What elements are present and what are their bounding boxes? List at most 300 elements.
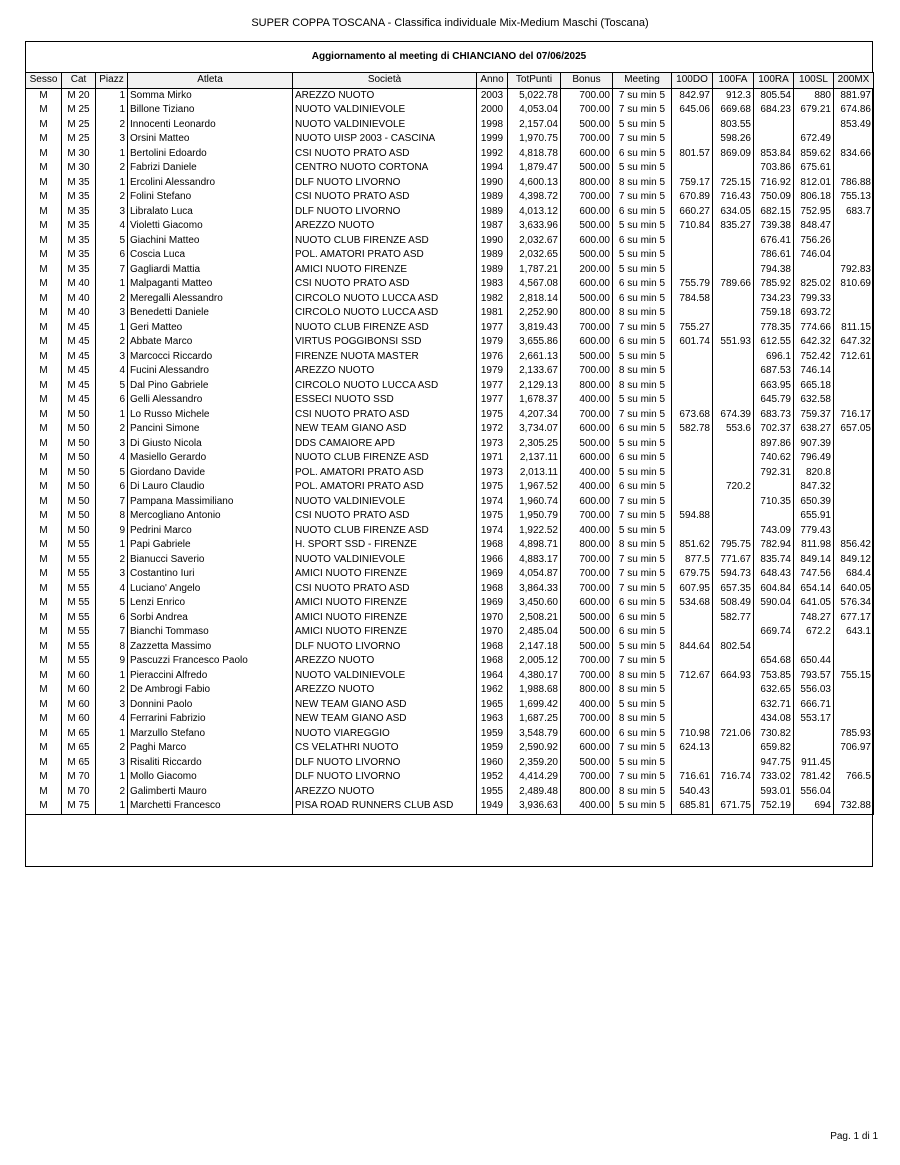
cell-bonus: 600.00 bbox=[561, 422, 613, 437]
cell-200mx: 640.05 bbox=[834, 582, 874, 597]
cell-bonus: 700.00 bbox=[561, 408, 613, 423]
cell-100do: 755.79 bbox=[672, 277, 713, 292]
cell-200mx bbox=[834, 698, 874, 713]
cell-100do bbox=[672, 118, 713, 133]
cell-anno: 1968 bbox=[477, 582, 508, 597]
cell-100sl: 811.98 bbox=[794, 538, 834, 553]
cell-anno: 1979 bbox=[477, 364, 508, 379]
cell-societa: CIRCOLO NUOTO LUCCA ASD bbox=[293, 292, 477, 307]
cell-100fa: 551.93 bbox=[713, 335, 754, 350]
cell-meeting: 7 su min 5 bbox=[613, 190, 672, 205]
cell-meeting: 6 su min 5 bbox=[613, 422, 672, 437]
table-row bbox=[26, 770, 874, 785]
cell-100sl: 655.91 bbox=[794, 509, 834, 524]
cell-societa: CIRCOLO NUOTO LUCCA ASD bbox=[293, 379, 477, 394]
cell-piazz: 5 bbox=[96, 379, 128, 394]
cell-200mx bbox=[834, 292, 874, 307]
table-row bbox=[26, 248, 874, 263]
cell-100sl: 666.71 bbox=[794, 698, 834, 713]
cell-bonus: 600.00 bbox=[561, 451, 613, 466]
cell-bonus: 600.00 bbox=[561, 596, 613, 611]
cell-bonus: 400.00 bbox=[561, 480, 613, 495]
cell-piazz: 5 bbox=[96, 234, 128, 249]
cell-100do bbox=[672, 263, 713, 278]
cell-100ra: 593.01 bbox=[754, 785, 794, 800]
cell-piazz: 2 bbox=[96, 161, 128, 176]
cell-cat: M 55 bbox=[62, 567, 96, 582]
table-row bbox=[26, 466, 874, 481]
cell-100ra: 659.82 bbox=[754, 741, 794, 756]
cell-100sl: 642.32 bbox=[794, 335, 834, 350]
cell-100sl: 849.14 bbox=[794, 553, 834, 568]
cell-atleta: Dal Pino Gabriele bbox=[128, 379, 293, 394]
cell-100fa bbox=[713, 683, 754, 698]
table-row bbox=[26, 698, 874, 713]
cell-atleta: Marzullo Stefano bbox=[128, 727, 293, 742]
cell-cat: M 30 bbox=[62, 161, 96, 176]
cell-atleta: Gagliardi Mattia bbox=[128, 263, 293, 278]
cell-100do bbox=[672, 611, 713, 626]
cell-anno: 2000 bbox=[477, 103, 508, 118]
column-header-piazz: Piazz bbox=[96, 73, 128, 89]
cell-totpunti: 2,818.14 bbox=[508, 292, 561, 307]
cell-cat: M 55 bbox=[62, 654, 96, 669]
cell-200mx bbox=[834, 132, 874, 147]
cell-100sl: 650.44 bbox=[794, 654, 834, 669]
cell-piazz: 1 bbox=[96, 770, 128, 785]
table-row bbox=[26, 596, 874, 611]
cell-atleta: Libralato Luca bbox=[128, 205, 293, 220]
cell-piazz: 5 bbox=[96, 596, 128, 611]
cell-100sl: 779.43 bbox=[794, 524, 834, 539]
cell-200mx: 792.83 bbox=[834, 263, 874, 278]
cell-100do bbox=[672, 466, 713, 481]
cell-meeting: 8 su min 5 bbox=[613, 364, 672, 379]
cell-100fa: 674.39 bbox=[713, 408, 754, 423]
cell-100ra: 750.09 bbox=[754, 190, 794, 205]
cell-anno: 1977 bbox=[477, 379, 508, 394]
table-row bbox=[26, 495, 874, 510]
cell-100ra: 853.84 bbox=[754, 147, 794, 162]
cell-100ra: 734.23 bbox=[754, 292, 794, 307]
column-header-anno: Anno bbox=[477, 73, 508, 89]
cell-100ra: 897.86 bbox=[754, 437, 794, 452]
cell-sesso: M bbox=[26, 698, 62, 713]
cell-societa: AMICI NUOTO FIRENZE bbox=[293, 611, 477, 626]
cell-atleta: Bertolini Edoardo bbox=[128, 147, 293, 162]
cell-sesso: M bbox=[26, 567, 62, 582]
cell-100ra: 778.35 bbox=[754, 321, 794, 336]
cell-sesso: M bbox=[26, 422, 62, 437]
cell-100sl: 747.56 bbox=[794, 567, 834, 582]
cell-100do: 594.88 bbox=[672, 509, 713, 524]
cell-200mx: 849.12 bbox=[834, 553, 874, 568]
cell-100ra: 632.65 bbox=[754, 683, 794, 698]
cell-sesso: M bbox=[26, 321, 62, 336]
cell-100do: 601.74 bbox=[672, 335, 713, 350]
table-row bbox=[26, 669, 874, 684]
cell-bonus: 400.00 bbox=[561, 799, 613, 814]
cell-100fa bbox=[713, 466, 754, 481]
cell-100do bbox=[672, 480, 713, 495]
cell-totpunti: 1,960.74 bbox=[508, 495, 561, 510]
cell-100ra: 782.94 bbox=[754, 538, 794, 553]
cell-200mx bbox=[834, 306, 874, 321]
cell-100do: 710.98 bbox=[672, 727, 713, 742]
cell-cat: M 40 bbox=[62, 277, 96, 292]
cell-piazz: 4 bbox=[96, 219, 128, 234]
cell-meeting: 8 su min 5 bbox=[613, 379, 672, 394]
cell-atleta: Billone Tiziano bbox=[128, 103, 293, 118]
cell-100ra bbox=[754, 640, 794, 655]
cell-100ra: 684.23 bbox=[754, 103, 794, 118]
cell-100fa: 671.75 bbox=[713, 799, 754, 814]
cell-cat: M 60 bbox=[62, 698, 96, 713]
cell-cat: M 35 bbox=[62, 248, 96, 263]
table-row bbox=[26, 509, 874, 524]
cell-100do: 710.84 bbox=[672, 219, 713, 234]
cell-cat: M 35 bbox=[62, 263, 96, 278]
cell-meeting: 5 su min 5 bbox=[613, 219, 672, 234]
cell-100do bbox=[672, 625, 713, 640]
cell-200mx bbox=[834, 654, 874, 669]
cell-sesso: M bbox=[26, 190, 62, 205]
table-row bbox=[26, 538, 874, 553]
cell-100ra: 752.19 bbox=[754, 799, 794, 814]
cell-anno: 2003 bbox=[477, 88, 508, 103]
cell-sesso: M bbox=[26, 466, 62, 481]
cell-atleta: Geri Matteo bbox=[128, 321, 293, 336]
cell-societa: PISA ROAD RUNNERS CLUB ASD bbox=[293, 799, 477, 814]
cell-100do bbox=[672, 248, 713, 263]
cell-100ra bbox=[754, 611, 794, 626]
cell-piazz: 2 bbox=[96, 335, 128, 350]
cell-totpunti: 1,879.47 bbox=[508, 161, 561, 176]
cell-sesso: M bbox=[26, 103, 62, 118]
cell-totpunti: 1,967.52 bbox=[508, 480, 561, 495]
cell-100sl: 746.04 bbox=[794, 248, 834, 263]
cell-sesso: M bbox=[26, 785, 62, 800]
cell-100fa: 771.67 bbox=[713, 553, 754, 568]
cell-totpunti: 2,590.92 bbox=[508, 741, 561, 756]
cell-cat: M 40 bbox=[62, 306, 96, 321]
cell-societa: AREZZO NUOTO bbox=[293, 683, 477, 698]
cell-meeting: 5 su min 5 bbox=[613, 799, 672, 814]
cell-anno: 1994 bbox=[477, 161, 508, 176]
cell-200mx bbox=[834, 379, 874, 394]
cell-100fa: 716.43 bbox=[713, 190, 754, 205]
cell-atleta: Pampana Massimiliano bbox=[128, 495, 293, 510]
cell-meeting: 6 su min 5 bbox=[613, 335, 672, 350]
cell-100sl: 556.04 bbox=[794, 785, 834, 800]
cell-100fa: 582.77 bbox=[713, 611, 754, 626]
cell-anno: 1975 bbox=[477, 480, 508, 495]
cell-piazz: 3 bbox=[96, 132, 128, 147]
cell-atleta: Di Lauro Claudio bbox=[128, 480, 293, 495]
cell-100sl: 746.14 bbox=[794, 364, 834, 379]
cell-sesso: M bbox=[26, 770, 62, 785]
cell-cat: M 50 bbox=[62, 524, 96, 539]
cell-piazz: 3 bbox=[96, 205, 128, 220]
cell-100fa bbox=[713, 350, 754, 365]
cell-200mx bbox=[834, 509, 874, 524]
cell-anno: 1998 bbox=[477, 118, 508, 133]
cell-100sl bbox=[794, 118, 834, 133]
table-row bbox=[26, 88, 874, 103]
cell-cat: M 65 bbox=[62, 741, 96, 756]
cell-100ra: 703.86 bbox=[754, 161, 794, 176]
cell-anno: 1975 bbox=[477, 509, 508, 524]
cell-sesso: M bbox=[26, 364, 62, 379]
cell-meeting: 7 su min 5 bbox=[613, 88, 672, 103]
cell-sesso: M bbox=[26, 669, 62, 684]
cell-100do bbox=[672, 306, 713, 321]
cell-200mx: 677.17 bbox=[834, 611, 874, 626]
cell-atleta: Pedrini Marco bbox=[128, 524, 293, 539]
table-row bbox=[26, 654, 874, 669]
cell-societa: NEW TEAM GIANO ASD bbox=[293, 422, 477, 437]
cell-societa: DDS CAMAIORE APD bbox=[293, 437, 477, 452]
cell-totpunti: 3,819.43 bbox=[508, 321, 561, 336]
cell-societa: CSI NUOTO PRATO ASD bbox=[293, 190, 477, 205]
cell-sesso: M bbox=[26, 350, 62, 365]
cell-meeting: 8 su min 5 bbox=[613, 306, 672, 321]
cell-totpunti: 2,133.67 bbox=[508, 364, 561, 379]
cell-piazz: 4 bbox=[96, 364, 128, 379]
cell-totpunti: 5,022.78 bbox=[508, 88, 561, 103]
cell-totpunti: 4,600.13 bbox=[508, 176, 561, 191]
cell-piazz: 3 bbox=[96, 350, 128, 365]
cell-200mx: 755.15 bbox=[834, 669, 874, 684]
column-header-100sl: 100SL bbox=[794, 73, 834, 89]
cell-bonus: 700.00 bbox=[561, 88, 613, 103]
cell-anno: 1969 bbox=[477, 596, 508, 611]
cell-bonus: 700.00 bbox=[561, 770, 613, 785]
cell-totpunti: 2,129.13 bbox=[508, 379, 561, 394]
cell-piazz: 9 bbox=[96, 654, 128, 669]
cell-100sl: 672.2 bbox=[794, 625, 834, 640]
cell-cat: M 55 bbox=[62, 625, 96, 640]
cell-100fa: 594.73 bbox=[713, 567, 754, 582]
cell-200mx: 856.42 bbox=[834, 538, 874, 553]
cell-200mx bbox=[834, 451, 874, 466]
cell-sesso: M bbox=[26, 176, 62, 191]
cell-anno: 1987 bbox=[477, 219, 508, 234]
cell-societa: AREZZO NUOTO bbox=[293, 88, 477, 103]
cell-atleta: Bianchi Tommaso bbox=[128, 625, 293, 640]
cell-cat: M 35 bbox=[62, 234, 96, 249]
cell-100ra: 590.04 bbox=[754, 596, 794, 611]
cell-100fa: 789.66 bbox=[713, 277, 754, 292]
cell-100do: 716.61 bbox=[672, 770, 713, 785]
cell-bonus: 600.00 bbox=[561, 234, 613, 249]
cell-societa: DLF NUOTO LIVORNO bbox=[293, 640, 477, 655]
cell-cat: M 35 bbox=[62, 190, 96, 205]
cell-cat: M 30 bbox=[62, 147, 96, 162]
cell-sesso: M bbox=[26, 393, 62, 408]
cell-meeting: 8 su min 5 bbox=[613, 785, 672, 800]
cell-100fa: 725.15 bbox=[713, 176, 754, 191]
cell-100fa: 912.3 bbox=[713, 88, 754, 103]
cell-anno: 1999 bbox=[477, 132, 508, 147]
cell-totpunti: 1,678.37 bbox=[508, 393, 561, 408]
cell-200mx bbox=[834, 393, 874, 408]
cell-100fa bbox=[713, 625, 754, 640]
cell-anno: 1969 bbox=[477, 567, 508, 582]
table-row bbox=[26, 582, 874, 597]
cell-100ra: 687.53 bbox=[754, 364, 794, 379]
cell-sesso: M bbox=[26, 712, 62, 727]
cell-100sl: 756.26 bbox=[794, 234, 834, 249]
cell-totpunti: 1,787.21 bbox=[508, 263, 561, 278]
cell-100ra: 739.38 bbox=[754, 219, 794, 234]
cell-200mx bbox=[834, 466, 874, 481]
cell-bonus: 600.00 bbox=[561, 147, 613, 162]
cell-100sl bbox=[794, 263, 834, 278]
cell-cat: M 65 bbox=[62, 756, 96, 771]
cell-bonus: 600.00 bbox=[561, 495, 613, 510]
cell-cat: M 50 bbox=[62, 495, 96, 510]
cell-atleta: Malpaganti Matteo bbox=[128, 277, 293, 292]
cell-meeting: 7 su min 5 bbox=[613, 509, 672, 524]
cell-bonus: 700.00 bbox=[561, 654, 613, 669]
cell-anno: 1968 bbox=[477, 654, 508, 669]
column-header-bonus: Bonus bbox=[561, 73, 613, 89]
cell-100ra: 654.68 bbox=[754, 654, 794, 669]
cell-100sl: 847.32 bbox=[794, 480, 834, 495]
cell-cat: M 50 bbox=[62, 408, 96, 423]
cell-200mx bbox=[834, 524, 874, 539]
cell-cat: M 25 bbox=[62, 103, 96, 118]
cell-atleta: Marcocci Riccardo bbox=[128, 350, 293, 365]
cell-atleta: Pieraccini Alfredo bbox=[128, 669, 293, 684]
cell-piazz: 2 bbox=[96, 683, 128, 698]
cell-bonus: 700.00 bbox=[561, 132, 613, 147]
cell-meeting: 7 su min 5 bbox=[613, 582, 672, 597]
cell-100ra bbox=[754, 132, 794, 147]
table-row bbox=[26, 567, 874, 582]
table-row bbox=[26, 741, 874, 756]
cell-atleta: Meregalli Alessandro bbox=[128, 292, 293, 307]
cell-societa: NUOTO CLUB FIRENZE ASD bbox=[293, 451, 477, 466]
cell-cat: M 50 bbox=[62, 509, 96, 524]
cell-100fa bbox=[713, 654, 754, 669]
cell-societa: CIRCOLO NUOTO LUCCA ASD bbox=[293, 306, 477, 321]
cell-anno: 1949 bbox=[477, 799, 508, 814]
cell-100ra: 792.31 bbox=[754, 466, 794, 481]
cell-100fa: 720.2 bbox=[713, 480, 754, 495]
cell-cat: M 55 bbox=[62, 596, 96, 611]
cell-sesso: M bbox=[26, 306, 62, 321]
cell-sesso: M bbox=[26, 611, 62, 626]
cell-meeting: 7 su min 5 bbox=[613, 321, 672, 336]
cell-meeting: 6 su min 5 bbox=[613, 611, 672, 626]
cell-anno: 1965 bbox=[477, 698, 508, 713]
cell-bonus: 800.00 bbox=[561, 785, 613, 800]
cell-cat: M 45 bbox=[62, 393, 96, 408]
cell-meeting: 7 su min 5 bbox=[613, 553, 672, 568]
cell-100ra: 702.37 bbox=[754, 422, 794, 437]
cell-meeting: 5 su min 5 bbox=[613, 393, 672, 408]
cell-100fa: 598.26 bbox=[713, 132, 754, 147]
cell-100sl: 650.39 bbox=[794, 495, 834, 510]
cell-100ra: 632.71 bbox=[754, 698, 794, 713]
cell-societa: AREZZO NUOTO bbox=[293, 219, 477, 234]
cell-meeting: 7 su min 5 bbox=[613, 408, 672, 423]
cell-100sl bbox=[794, 727, 834, 742]
cell-100ra: 730.82 bbox=[754, 727, 794, 742]
cell-100fa bbox=[713, 234, 754, 249]
cell-totpunti: 3,864.33 bbox=[508, 582, 561, 597]
cell-piazz: 7 bbox=[96, 625, 128, 640]
cell-200mx bbox=[834, 437, 874, 452]
cell-100sl: 748.27 bbox=[794, 611, 834, 626]
cell-100ra: 669.74 bbox=[754, 625, 794, 640]
table-header-row bbox=[26, 73, 874, 89]
cell-100fa: 795.75 bbox=[713, 538, 754, 553]
cell-totpunti: 3,936.63 bbox=[508, 799, 561, 814]
cell-atleta: De Ambrogi Fabio bbox=[128, 683, 293, 698]
cell-totpunti: 2,032.67 bbox=[508, 234, 561, 249]
cell-cat: M 50 bbox=[62, 451, 96, 466]
cell-bonus: 600.00 bbox=[561, 277, 613, 292]
cell-100ra: 805.54 bbox=[754, 88, 794, 103]
cell-100do: 784.58 bbox=[672, 292, 713, 307]
cell-sesso: M bbox=[26, 147, 62, 162]
table-body bbox=[26, 88, 874, 814]
table-row bbox=[26, 263, 874, 278]
cell-atleta: Somma Mirko bbox=[128, 88, 293, 103]
cell-societa: CSI NUOTO PRATO ASD bbox=[293, 147, 477, 162]
cell-bonus: 700.00 bbox=[561, 712, 613, 727]
cell-100ra: 682.15 bbox=[754, 205, 794, 220]
cell-200mx bbox=[834, 683, 874, 698]
cell-200mx bbox=[834, 219, 874, 234]
table-row bbox=[26, 277, 874, 292]
cell-sesso: M bbox=[26, 205, 62, 220]
cell-bonus: 500.00 bbox=[561, 350, 613, 365]
cell-100sl: 665.18 bbox=[794, 379, 834, 394]
cell-piazz: 1 bbox=[96, 88, 128, 103]
table-row bbox=[26, 103, 874, 118]
cell-meeting: 6 su min 5 bbox=[613, 292, 672, 307]
cell-totpunti: 4,883.17 bbox=[508, 553, 561, 568]
cell-200mx: 706.97 bbox=[834, 741, 874, 756]
cell-piazz: 1 bbox=[96, 321, 128, 336]
cell-bonus: 500.00 bbox=[561, 756, 613, 771]
cell-totpunti: 3,548.79 bbox=[508, 727, 561, 742]
table-row bbox=[26, 727, 874, 742]
cell-societa: NUOTO VALDINIEVOLE bbox=[293, 495, 477, 510]
cell-bonus: 600.00 bbox=[561, 205, 613, 220]
column-header-societa: Società bbox=[293, 73, 477, 89]
cell-200mx: 576.34 bbox=[834, 596, 874, 611]
cell-100sl: 825.02 bbox=[794, 277, 834, 292]
cell-piazz: 3 bbox=[96, 306, 128, 321]
cell-totpunti: 2,485.04 bbox=[508, 625, 561, 640]
document-title: SUPER COPPA TOSCANA - Classifica individuale Mix-Medium Maschi (Toscana) bbox=[251, 17, 649, 29]
cell-100do: 645.06 bbox=[672, 103, 713, 118]
cell-bonus: 700.00 bbox=[561, 567, 613, 582]
cell-societa: POL. AMATORI PRATO ASD bbox=[293, 248, 477, 263]
cell-100sl: 654.14 bbox=[794, 582, 834, 597]
cell-200mx: 810.69 bbox=[834, 277, 874, 292]
cell-anno: 1974 bbox=[477, 495, 508, 510]
cell-bonus: 200.00 bbox=[561, 263, 613, 278]
column-header-cat: Cat bbox=[62, 73, 96, 89]
column-header-totpunti: TotPunti bbox=[508, 73, 561, 89]
cell-atleta: Fucini Alessandro bbox=[128, 364, 293, 379]
